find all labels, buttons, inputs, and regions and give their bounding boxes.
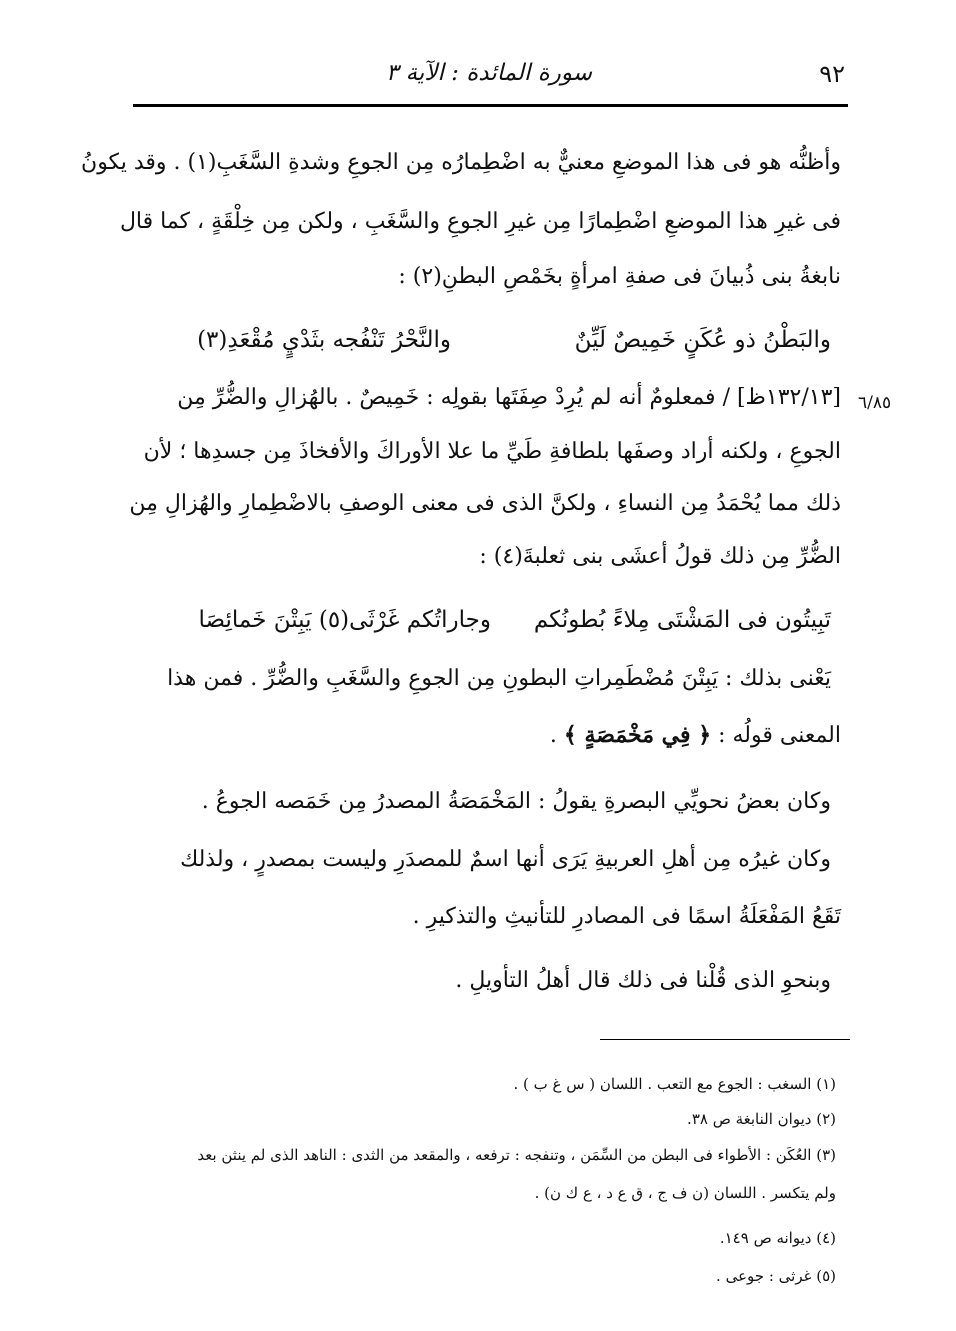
- text-segment: .: [549, 723, 557, 748]
- page-header: [133, 60, 845, 100]
- text-line: وكان غيرُه مِن أهلِ العربيةِ يَرَى أنها اسمٌ للمصدَرِ وليست بمصدرٍ ، ولذلك: [180, 847, 831, 872]
- footnote: ولم يتكسر . اللسان (ن ف ج ، ق ع د ، ع ك ن) .: [534, 1184, 836, 1202]
- verse-left-hemistich: وجاراتُكم غَرْثَى(٥) يَبِتْنَ خَمائِصَا: [198, 607, 491, 633]
- text-line: ذلك مما يُحْمَدُ مِن النساءِ ، ولكنَّ الذى فى معنى الوصفِ بالاضْطِمارِ والهُزالِ مِن: [129, 491, 841, 516]
- footnote: (٥) غرثى : جوعى .: [716, 1267, 836, 1285]
- verse-right-hemistich: والبَطْنُ ذو عُكَنٍ خَمِيصٌ لَيِّنٌ: [574, 327, 831, 353]
- text-line: وأظنُّه هو فى هذا الموضعِ معنيٌّ به اضْطِمارُه مِن الجوعِ وشدةِ السَّغَبِ(١) . وقد يكونُ: [81, 150, 841, 175]
- text-line: نابغةُ بنى ذُبيانَ فى صفةِ امرأةٍ بخَمْصِ البطنِ(٢) :: [398, 264, 841, 289]
- quran-quote: ﴿ فِي مَخْمَصَةٍ ﴾: [563, 722, 712, 748]
- footnote: (١) السغب : الجوع مع التعب . اللسان ( س غ ب ) .: [513, 1075, 836, 1093]
- text-segment: المعنى قولُه :: [718, 723, 841, 748]
- text-line: وكان بعضُ نحويِّي البصرةِ يقولُ : المَخْمَصَةُ المصدرُ مِن خَمَصه الجوعُ .: [201, 789, 831, 814]
- running-title: سورة المائدة : الآية ٣: [385, 60, 593, 86]
- text-line: تَقَعُ المَفْعَلَةُ اسمًا فى المصادرِ للتأنيثِ والتذكيرِ .: [412, 904, 841, 929]
- footnote: (٣) العُكَن : الأطواء فى البطن من السِّمَن ، وتنفجه : ترفعه ، والمقعد من الثدى : الناهد الذى لم ينثن بعد: [197, 1146, 836, 1164]
- text-line: [١٣٢/١٣ظ] / فمعلومٌ أنه لم يُرِدْ صِفَتَها بقولِه : خَمِيصٌ . بالهُزالِ والضُّرِّ مِن: [177, 385, 841, 410]
- text-line: الضُّرِّ مِن ذلك قولُ أعشَى بنى ثعلبةَ(٤) :: [479, 544, 841, 569]
- footnote: (٤) ديوانه ص ١٤٩.: [719, 1229, 836, 1247]
- text-line: [550, 720, 841, 751]
- footnote: (٢) ديوان النابغة ص ٣٨.: [687, 1110, 836, 1128]
- header-rule: [133, 104, 848, 107]
- verse-left-hemistich: والنَّحْرُ تَنْفُجه بثَدْيٍ مُقْعَدِ(٣): [197, 327, 451, 353]
- page-number: ٩٢: [819, 60, 845, 88]
- footnote-rule: [600, 1039, 850, 1040]
- verse-right-hemistich: تَبِيتُون فى المَشْتَى مِلاءً بُطونُكم: [533, 607, 831, 633]
- text-line: يَعْنى بذلك : يَبِتْنَ مُضْطَمِراتِ البطونِ مِن الجوعِ والسَّغَبِ والضُّرِّ . فمن هذا: [167, 666, 831, 691]
- text-line: فى غيرِ هذا الموضعِ اضْطِمارًا مِن غيرِ الجوعِ والسَّغَبِ ، ولكن مِن خِلْقَةٍ ، كما قال: [119, 209, 841, 234]
- text-line: وبنحوِ الذى قُلْنا فى ذلك قال أهلُ التأويلِ .: [455, 968, 831, 993]
- text-line: الجوعِ ، ولكنه أراد وصفَها بلطافةِ طَيِّ ما علا الأوراكَ والأفخاذَ مِن جسدِها ؛ لأن: [143, 439, 841, 464]
- margin-reference: ٦/٨٥: [858, 393, 892, 413]
